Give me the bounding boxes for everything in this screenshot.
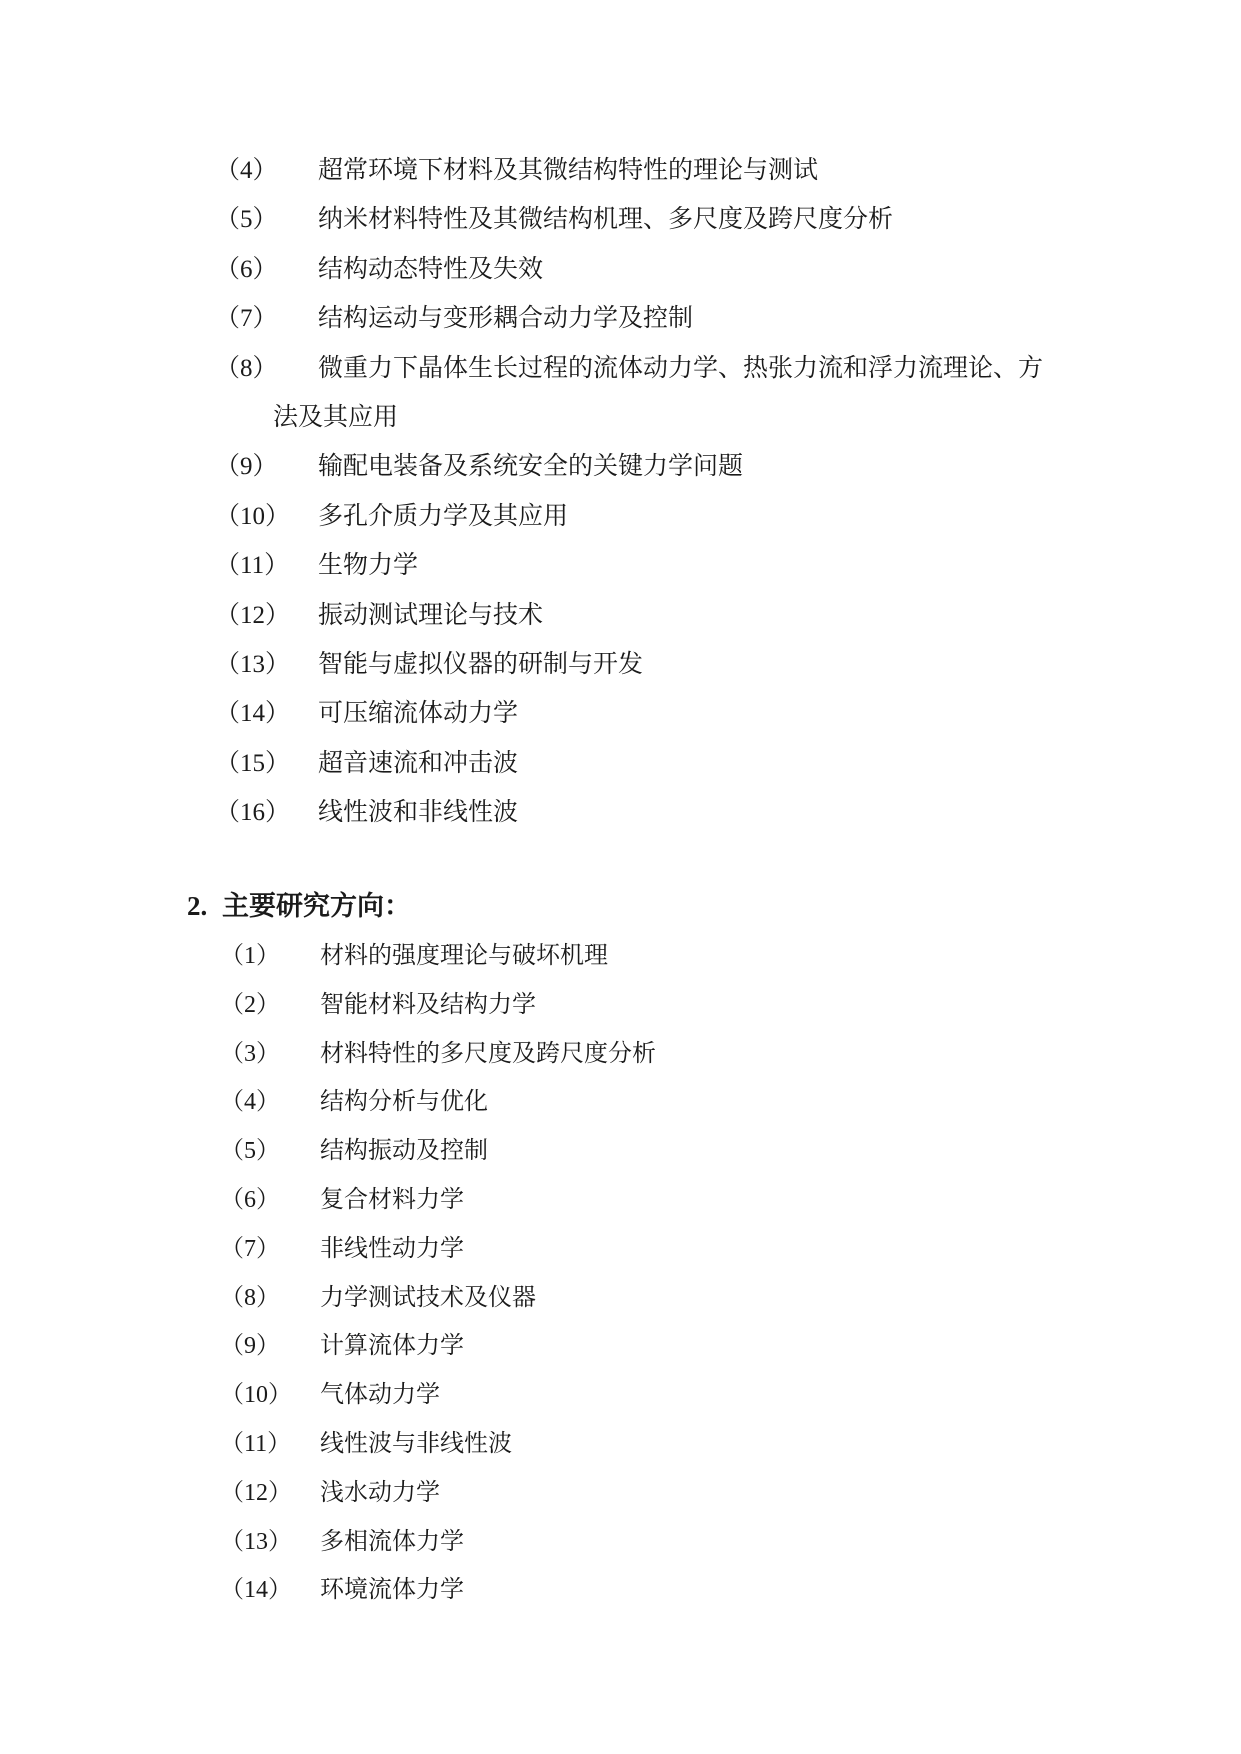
numbered-topic-list-continued	[0, 146, 1241, 838]
item-text: 材料特性的多尺度及跨尺度分析	[320, 1040, 656, 1067]
list-item	[0, 1420, 1241, 1469]
list-item	[0, 1127, 1241, 1176]
item-text: 线性波和非线性波	[318, 799, 519, 827]
item-number: （14）	[215, 700, 291, 728]
list-item	[0, 932, 1241, 981]
item-number: （10）	[220, 1382, 292, 1409]
item-number: （1）	[220, 943, 280, 969]
item-number: （3）	[220, 1040, 280, 1067]
item-number: （10）	[215, 502, 291, 530]
item-text: 计算流体力学	[320, 1333, 464, 1360]
list-item	[0, 1225, 1241, 1274]
item-number: （13）	[220, 1528, 292, 1555]
item-number: （9）	[215, 453, 278, 481]
item-text: 多相流体力学	[320, 1528, 464, 1555]
list-item	[0, 1469, 1241, 1518]
list-item	[0, 195, 1241, 244]
list-item	[0, 492, 1241, 541]
item-number: （11）	[220, 1430, 292, 1457]
item-text: 气体动力学	[320, 1382, 440, 1409]
list-item	[0, 739, 1241, 788]
item-text: 结构运动与变形耦合动力学及控制	[318, 305, 694, 333]
item-number: （9）	[220, 1333, 280, 1360]
list-item	[0, 294, 1241, 343]
section-heading	[0, 886, 1241, 926]
item-number: （6）	[220, 1186, 280, 1213]
item-number: （16）	[215, 799, 291, 827]
item-number: （4）	[220, 1089, 280, 1116]
item-number: （7）	[220, 1235, 280, 1262]
list-item	[0, 640, 1241, 689]
list-item	[0, 1371, 1241, 1420]
item-number: （4）	[215, 157, 278, 184]
item-number: （6）	[215, 255, 278, 283]
item-text: 复合材料力学	[320, 1186, 464, 1213]
item-number: （12）	[220, 1479, 292, 1506]
item-text: 材料的强度理论与破坏机理	[320, 943, 608, 969]
list-item	[0, 245, 1241, 294]
list-item	[0, 1518, 1241, 1567]
list-item	[0, 541, 1241, 590]
item-number: （8）	[220, 1284, 280, 1311]
item-number: （12）	[215, 601, 291, 629]
item-text: 超音速流和冲击波	[318, 749, 519, 777]
list-item	[0, 1566, 1241, 1615]
item-text: 振动测试理论与技术	[318, 601, 544, 629]
list-item	[0, 1030, 1241, 1079]
list-item	[0, 689, 1241, 738]
list-item	[0, 442, 1241, 491]
item-number: （8）	[215, 354, 278, 382]
item-number: （14）	[220, 1577, 292, 1604]
item-text: 纳米材料特性及其微结构机理、多尺度及跨尺度分析	[318, 206, 894, 234]
item-text: 智能材料及结构力学	[320, 991, 536, 1018]
item-text: 结构动态特性及失效	[318, 255, 544, 283]
item-number: （7）	[215, 305, 278, 333]
item-text: 生物力学	[318, 552, 419, 580]
list-item	[0, 981, 1241, 1030]
list-item	[0, 591, 1241, 640]
item-text: 浅水动力学	[320, 1479, 440, 1506]
research-directions-list	[0, 932, 1241, 1615]
item-text: 线性波与非线性波	[320, 1430, 512, 1457]
item-number: （2）	[220, 991, 280, 1018]
item-text: 多孔介质力学及其应用	[318, 502, 569, 530]
item-text: 超常环境下材料及其微结构特性的理论与测试	[318, 157, 819, 184]
item-number: （5）	[220, 1138, 280, 1165]
list-item	[0, 788, 1241, 837]
item-text: 结构振动及控制	[320, 1138, 488, 1165]
item-text: 非线性动力学	[320, 1235, 464, 1262]
list-item	[0, 146, 1241, 195]
item-text: 环境流体力学	[320, 1577, 464, 1604]
item-number: （13）	[215, 651, 291, 679]
item-number: （5）	[215, 206, 278, 234]
item-text: 输配电装备及系统安全的关键力学问题	[318, 453, 744, 481]
item-text: 可压缩流体动力学	[318, 700, 519, 728]
list-item	[0, 1322, 1241, 1371]
list-item	[0, 1078, 1241, 1127]
list-item	[0, 1176, 1241, 1225]
section-title: 主要研究方向：	[222, 891, 411, 921]
item-number: （11）	[215, 552, 290, 580]
item-text-continuation: 法及其应用	[273, 404, 399, 432]
item-text: 微重力下晶体生长过程的流体动力学、热张力流和浮力流理论、方	[318, 354, 1044, 382]
section-number: 2.	[187, 891, 208, 921]
item-text: 结构分析与优化	[320, 1089, 488, 1116]
item-number: （15）	[215, 749, 291, 777]
list-item	[0, 344, 1241, 443]
item-text: 智能与虚拟仪器的研制与开发	[318, 651, 644, 679]
list-item	[0, 1274, 1241, 1323]
item-text: 力学测试技术及仪器	[320, 1284, 536, 1311]
